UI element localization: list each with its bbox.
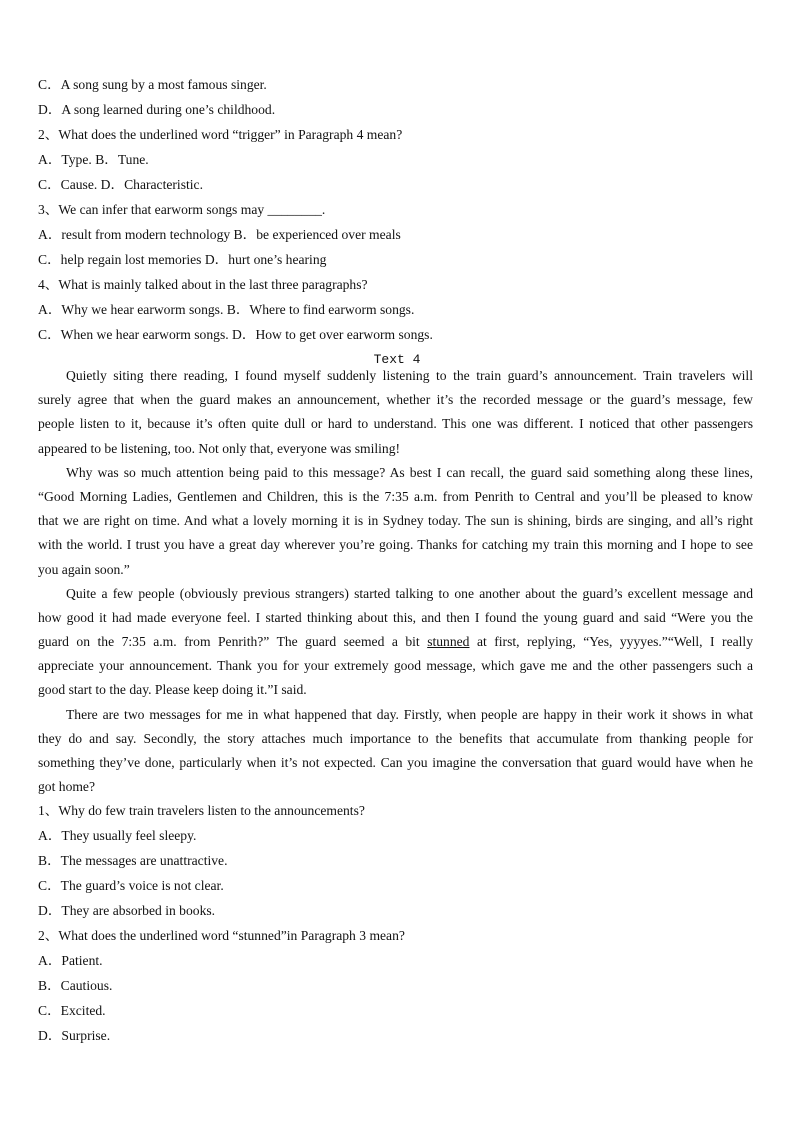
option-line: C．A song sung by a most famous singer. — [38, 77, 267, 92]
question-line: 1、Why do few train travelers listen to the announcements? — [38, 803, 365, 818]
question-line: 4、What is mainly talked about in the last three paragraphs? — [38, 277, 368, 292]
text-segment: guard on the 7:35 a.m. from Penrith?” The guard seemed a bit — [38, 634, 428, 650]
paragraph-1 — [38, 364, 753, 461]
text-segment: at first, replying, “Yes, yyyyes.”“Well, I really — [469, 634, 754, 650]
option-line: C．Excited. — [38, 1003, 106, 1018]
previous-questions — [38, 72, 753, 347]
passage-line: There are two messages for me in what happened that day. Firstly, when people are happy in their work it shows in what — [66, 706, 753, 722]
option-line: D．Surprise. — [38, 1028, 111, 1043]
option-line: C．Cause. D．Characteristic. — [38, 177, 203, 192]
option-line: A．Patient. — [38, 953, 103, 968]
passage-line: Quite a few people (obviously previous strangers) started talking to one another about the guard’s excellent message and — [66, 585, 753, 601]
passage-line: they do and say. Secondly, the story attaches much importance to the benefits that accumulate from thanking people for — [38, 730, 753, 746]
passage-line: got home? — [38, 779, 96, 795]
passage-line: with the world. I trust you have a great day wherever you’re going. Thanks for catching my train this morning and I hope to see — [38, 537, 753, 553]
passage-line: you again soon.” — [38, 561, 130, 577]
passage-line: surely agree that when the guard makes an announcement, whether it’s the recorded message or the guard’s message, few — [38, 392, 753, 408]
passage-line: appreciate your announcement. Thank you for your extremely good message, which gave me and the other passengers such a — [38, 658, 753, 674]
option-line: C．help regain lost memories D．hurt one’s hearing — [38, 252, 327, 267]
passage-line: Quietly siting there reading, I found myself suddenly listening to the train guard’s announcement. Train travelers will — [66, 368, 753, 383]
option-line: D．They are absorbed in books. — [38, 903, 216, 918]
passage-questions — [38, 798, 753, 1048]
passage-line — [38, 630, 753, 654]
underlined-word: stunned — [427, 634, 470, 650]
option-line: D．A song learned during one’s childhood. — [38, 102, 276, 117]
passage-line: something they’ve done, particularly when it’s not expected. Can you imagine the conversation that guard would have when he — [38, 755, 753, 770]
passage-line: Why was so much attention being paid to this message? As best I can recall, the guard said something along these lines, — [66, 464, 753, 480]
paragraph-2 — [38, 461, 753, 582]
option-line: A．Why we hear earworm songs. B．Where to find earworm songs. — [38, 302, 415, 317]
question-line: 2、What does the underlined word “trigger” in Paragraph 4 mean? — [38, 127, 403, 142]
option-line: B．The messages are unattractive. — [38, 853, 228, 868]
paragraph-4 — [38, 703, 753, 800]
passage-line: good start to the day. Please keep doing it.”I said. — [38, 682, 307, 698]
passage-line: “Good Morning Ladies, Gentlemen and Children, this is the 7:35 a.m. from Penrith to Central and you’ll be pleased to know — [38, 488, 753, 504]
option-line: C．When we hear earworm songs. D．How to get over earworm songs. — [38, 327, 433, 342]
option-line: C．The guard’s voice is not clear. — [38, 878, 224, 893]
option-line: A．result from modern technology B．be experienced over meals — [38, 227, 401, 242]
passage — [38, 364, 753, 799]
option-line: A．They usually feel sleepy. — [38, 828, 197, 843]
passage-line: how good it had made everyone feel. I started thinking about this, and then I found the young guard and said “Were you the — [38, 609, 753, 625]
option-line: B．Cautious. — [38, 978, 113, 993]
passage-line: appeared to be listening, too. Not only that, everyone was smiling! — [38, 440, 401, 456]
question-line: 2、What does the underlined word “stunned”in Paragraph 3 mean? — [38, 928, 405, 943]
paragraph-3 — [38, 582, 753, 703]
option-line: A．Type. B．Tune. — [38, 152, 149, 167]
passage-line: people listen to it, because it’s often quite dull or hard to understand. This one was different. I noticed that other passengers — [38, 416, 753, 432]
passage-line: that we are right on time. And what a lovely morning it is in Sydney today. The sun is shining, birds are singing, and all’s right — [38, 513, 753, 529]
question-line: 3、We can infer that earworm songs may ________. — [38, 202, 326, 217]
section-title: Text 4 — [373, 352, 421, 367]
